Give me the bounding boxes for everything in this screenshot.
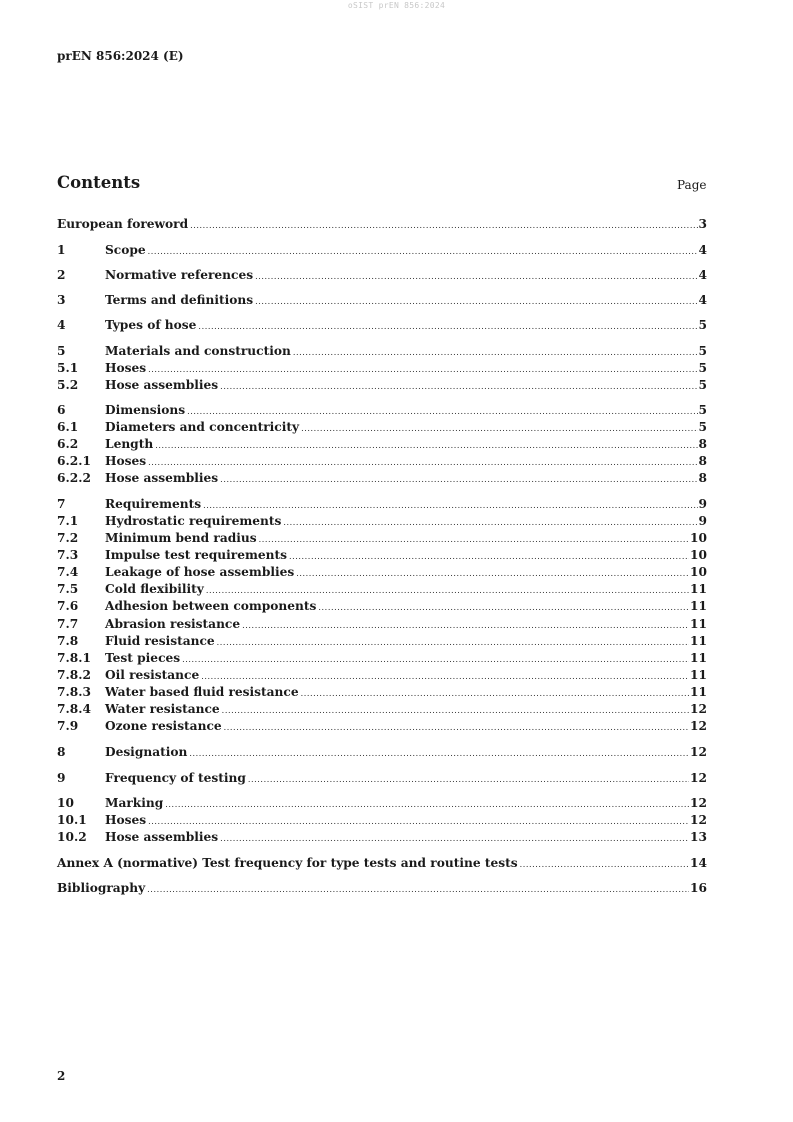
toc-entry-title: Marking [105, 796, 164, 810]
toc-entry[interactable] [57, 812, 707, 828]
toc-entry-number: 7.7 [57, 617, 79, 631]
toc-entry-title: Water based fluid resistance [105, 685, 299, 699]
toc-entry-title: Hose assemblies [105, 830, 219, 844]
toc-entry-number: 7.9 [57, 719, 79, 733]
toc-entry-number: 7 [57, 497, 66, 511]
toc-entry[interactable] [57, 496, 707, 512]
toc-entry-title: Hose assemblies [105, 378, 219, 392]
toc-entry[interactable] [57, 598, 707, 614]
toc-entry-title: Impulse test requirements [105, 548, 287, 562]
toc-entry-page: 4 [698, 293, 707, 307]
dot-leader [220, 472, 697, 488]
toc-entry-page: 13 [690, 830, 707, 844]
toc-entry-number: 3 [57, 293, 66, 307]
dot-leader [217, 635, 689, 651]
toc-entry-number: 10.2 [57, 830, 87, 844]
toc-entry-page: 8 [698, 454, 707, 468]
toc-entry-number: 5 [57, 344, 66, 358]
toc-entry[interactable] [57, 650, 707, 666]
toc-entry-title: Annex A (normative) Test frequency for type tests and routine tests [57, 856, 518, 870]
toc-entry-title: Leakage of hose assemblies [105, 565, 295, 579]
toc-entry-title: Water resistance [105, 702, 220, 716]
dot-leader [220, 831, 689, 847]
dot-leader [155, 438, 697, 454]
toc-entry-title: Fluid resistance [105, 634, 215, 648]
dot-leader [255, 294, 697, 310]
toc-entry-title: Bibliography [57, 881, 146, 895]
toc-entry-page: 11 [690, 582, 707, 596]
toc-entry-page: 11 [690, 651, 707, 665]
toc-entry-number: 7.3 [57, 548, 79, 562]
dot-leader [283, 515, 697, 531]
dot-leader [248, 772, 689, 788]
toc-entry-title: Oil resistance [105, 668, 200, 682]
toc-entry-number: 7.5 [57, 582, 79, 596]
toc-entry[interactable] [57, 855, 707, 871]
toc-entry[interactable] [57, 453, 707, 469]
toc-entry-title: Diameters and concentricity [105, 420, 300, 434]
toc-entry-number: 6.2 [57, 437, 79, 451]
toc-entry[interactable] [57, 667, 707, 683]
toc-entry-title: Materials and construction [105, 344, 291, 358]
toc-entry[interactable] [57, 744, 707, 760]
toc-entry-page: 11 [690, 617, 707, 631]
toc-entry-page: 8 [698, 471, 707, 485]
toc-entry-page: 5 [698, 318, 707, 332]
toc-entry-title: Terms and definitions [105, 293, 254, 307]
toc-entry-number: 8 [57, 745, 66, 759]
toc-entry-number: 6.2.1 [57, 454, 91, 468]
toc-entry-page: 5 [698, 344, 707, 358]
dot-leader [148, 362, 697, 378]
toc-entry-title: Hoses [105, 361, 147, 375]
toc-entry-title: Hydrostatic requirements [105, 514, 282, 528]
toc-entry-page: 5 [698, 361, 707, 375]
toc-entry[interactable] [57, 564, 707, 580]
toc-entry-page: 5 [698, 420, 707, 434]
toc-entry-number: 5.1 [57, 361, 79, 375]
toc-entry-number: 6.2.2 [57, 471, 91, 485]
dot-leader [255, 269, 697, 285]
toc-entry-title: Requirements [105, 497, 202, 511]
toc-entry-page: 12 [690, 702, 707, 716]
toc-entry-title: Ozone resistance [105, 719, 222, 733]
toc-entry-page: 12 [690, 796, 707, 810]
toc-entry-title: Normative references [105, 268, 254, 282]
toc-entry-title: Adhesion between components [105, 599, 317, 613]
toc-entry[interactable] [57, 377, 707, 393]
toc-entry-page: 12 [690, 813, 707, 827]
toc-entry-number: 7.6 [57, 599, 79, 613]
watermark: oSIST prEN 856:2024 [347, 1, 446, 10]
dot-leader [289, 549, 689, 565]
toc-entry-page: 8 [698, 437, 707, 451]
toc-entry-page: 4 [698, 268, 707, 282]
toc-entry[interactable] [57, 470, 707, 486]
toc-entry[interactable] [57, 547, 707, 563]
dot-leader [206, 583, 689, 599]
toc-entry-page: 9 [698, 497, 707, 511]
dot-leader [182, 652, 689, 668]
toc-entry-number: 7.8.4 [57, 702, 91, 716]
toc-entry[interactable] [57, 216, 707, 232]
toc-entry-title: European foreword [57, 217, 189, 231]
toc-entry-title: Minimum bend radius [105, 531, 257, 545]
toc-entry-number: 4 [57, 318, 66, 332]
dot-leader [165, 797, 689, 813]
toc-entry[interactable] [57, 436, 707, 452]
toc-entry-title: Frequency of testing [105, 771, 246, 785]
toc-entry-page: 11 [690, 634, 707, 648]
toc-entry[interactable] [57, 684, 707, 700]
dot-leader [201, 669, 689, 685]
dot-leader [148, 455, 697, 471]
dot-leader [190, 218, 697, 234]
toc-entry[interactable] [57, 616, 707, 632]
toc-entry-page: 12 [690, 719, 707, 733]
dot-leader [293, 345, 698, 361]
toc-entry-title: Designation [105, 745, 188, 759]
dot-leader [147, 882, 689, 898]
toc-entry-title: Length [105, 437, 154, 451]
toc-entry-title: Test pieces [105, 651, 181, 665]
toc-entry-title: Hoses [105, 813, 147, 827]
toc-entry-number: 6.1 [57, 420, 79, 434]
toc-entry-page: 10 [690, 548, 707, 562]
toc-entry-page: 9 [698, 514, 707, 528]
toc-entry-title: Cold flexibility [105, 582, 204, 596]
toc-entry-number: 7.4 [57, 565, 79, 579]
toc-entry[interactable] [57, 292, 707, 308]
dot-leader [203, 498, 697, 514]
toc-entry[interactable] [57, 829, 707, 845]
toc-entry-number: 7.8.2 [57, 668, 91, 682]
toc-entry-number: 9 [57, 771, 66, 785]
toc-entry[interactable] [57, 317, 707, 333]
dot-leader [520, 857, 689, 873]
toc-entry[interactable] [57, 633, 707, 649]
dot-leader [296, 566, 689, 582]
dot-leader [220, 379, 697, 395]
toc-entry-title: Abrasion resistance [105, 617, 241, 631]
toc-entry-number: 7.2 [57, 531, 79, 545]
toc-entry[interactable] [57, 880, 707, 896]
toc-entry-page: 10 [690, 531, 707, 545]
toc-entry-page: 12 [690, 745, 707, 759]
toc-entry-number: 1 [57, 243, 66, 257]
toc-entry-number: 10.1 [57, 813, 87, 827]
toc-entry-number: 7.8 [57, 634, 79, 648]
toc-entry[interactable] [57, 513, 707, 529]
contents-heading: Contents [57, 173, 141, 192]
toc-entry[interactable] [57, 718, 707, 734]
toc-entry[interactable] [57, 419, 707, 435]
dot-leader [259, 532, 689, 548]
dot-leader [301, 686, 689, 702]
toc-entry[interactable] [57, 343, 707, 359]
toc-entry-page: 3 [698, 217, 707, 231]
toc-entry-title: Types of hose [105, 318, 197, 332]
toc-entry-number: 7.8.3 [57, 685, 91, 699]
toc-entry-page: 12 [690, 771, 707, 785]
toc-entry[interactable] [57, 581, 707, 597]
toc-entry-number: 10 [57, 796, 74, 810]
page-column-label: Page [677, 178, 707, 192]
dot-leader [242, 618, 689, 634]
toc-entry-number: 5.2 [57, 378, 79, 392]
toc-entry-page: 11 [690, 668, 707, 682]
toc-entry-number: 7.8.1 [57, 651, 91, 665]
toc-entry-page: 10 [690, 565, 707, 579]
dot-leader [224, 720, 689, 736]
toc-entry-page: 5 [698, 403, 707, 417]
dot-leader [198, 319, 697, 335]
toc-entry-title: Hose assemblies [105, 471, 219, 485]
toc-entry-page: 16 [690, 881, 707, 895]
toc-entry-number: 6 [57, 403, 66, 417]
toc-entry-title: Scope [105, 243, 146, 257]
dot-leader [187, 404, 697, 420]
toc-entry-page: 11 [690, 685, 707, 699]
toc-entry-page: 11 [690, 599, 707, 613]
toc-entry-page: 5 [698, 378, 707, 392]
toc-entry[interactable] [57, 267, 707, 283]
dot-leader [318, 600, 689, 616]
toc-entry[interactable] [57, 360, 707, 376]
toc-entry[interactable] [57, 242, 707, 258]
dot-leader [222, 703, 689, 719]
toc-entry-page: 4 [698, 243, 707, 257]
toc-entry[interactable] [57, 530, 707, 546]
toc-entry-title: Hoses [105, 454, 147, 468]
toc-entry[interactable] [57, 795, 707, 811]
toc-entry-page: 14 [690, 856, 707, 870]
dot-leader [189, 746, 689, 762]
dot-leader [148, 244, 698, 260]
dot-leader [148, 814, 689, 830]
toc-entry[interactable] [57, 402, 707, 418]
toc-entry-number: 7.1 [57, 514, 79, 528]
toc-entry[interactable] [57, 770, 707, 786]
page-number: 2 [57, 1069, 66, 1083]
document-id: prEN 856:2024 (E) [57, 49, 184, 63]
dot-leader [301, 421, 697, 437]
toc-entry[interactable] [57, 701, 707, 717]
toc-entry-title: Dimensions [105, 403, 186, 417]
toc-entry-number: 2 [57, 268, 66, 282]
